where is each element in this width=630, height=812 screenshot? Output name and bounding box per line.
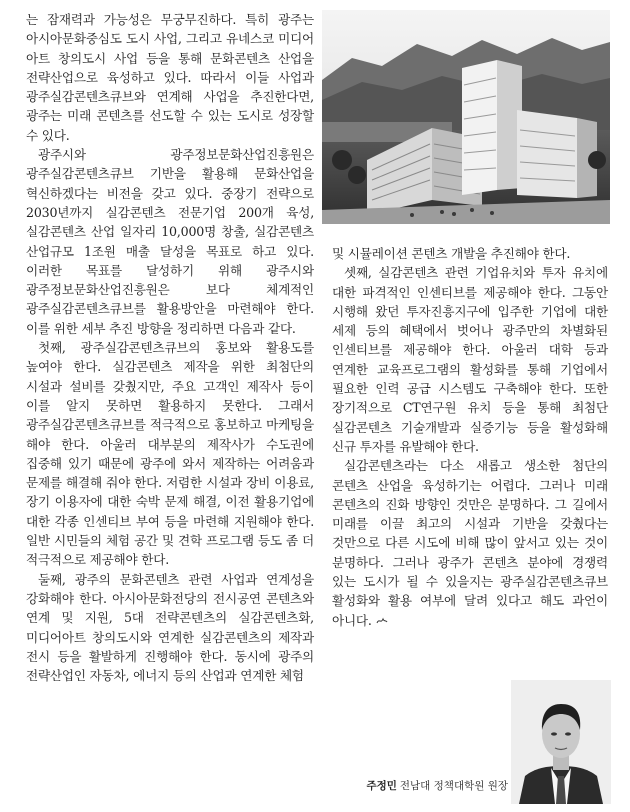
paragraph: 광주시와 광주정보문화산업진흥원은 광주실감콘텐츠큐브 기반을 활용해 문화산업을 혁신하겠다는 비전을 갖고 있다. 중장기 전략으로 2030년까지 실감콘텐츠 전문기업 200개 육성, 실감콘텐츠 산업 일자리 10,000명 창출, 실감콘텐츠 산업규모 1조원 매출 달성을 목표로 하고 있다. 이러한 목표를 달성하기 위해 광주시와 광주정보문화산업진흥원은 보다 체계적인 광주실감콘텐츠큐브를 활용방안을 마련해야 한다. 이를 위한 세부 추진 방향을 정리하면 다음과 같다.	[26, 147, 314, 336]
portrait-illustration	[511, 680, 611, 804]
author-title: 전남대 정책대학원 원장	[399, 780, 508, 792]
paragraph: 및 시뮬레이션 콘텐츠 개발을 추진해야 한다.	[332, 246, 571, 261]
building-photo	[322, 10, 610, 224]
author-portrait	[511, 680, 611, 804]
paragraph: 첫째, 광주실감콘텐츠큐브의 홍보와 활용도를 높여야 한다. 실감콘텐츠 제작을 위한 최첨단의 시설과 설비를 갖췄지만, 주요 고객인 제작사 등이 이를 알지 못하면 활용하지 못한다. 그래서 광주실감콘텐츠큐브를 적극적으로 홍보하고 마케팅을 해야 한다. 아울러 대부분의 제작사가 수도권에 집중해 있기 때문에 광주에 와서 제작하는 어려움과 문제를 해결해 줘야 한다. 저렴한 시설과 장비 이용료, 장기 이용자에 대한 숙박 문제 해결, 이전 활용기업에 대한 각종 인센티브 부여 등을 마련해 지원해야 한다. 일반 시민들의 체험 공간 및 견학 프로그램 등도 좀 더 적극적으로 제공해야 한다.	[26, 340, 314, 568]
paragraph: 셋째, 실감콘텐츠 관련 기업유치와 투자 유치에 대한 파격적인 인센티브를 제공해야 한다. 그동안 시행해 왔던 투자진흥지구에 입주한 기업에 대한 세제 등의 혜택에서 벗어나 광주만의 차별화된 인센티브를 제공해야 한다. 아울러 대학 등과 연계한 교육프로그램의 활성화를 통해 기업에서 필요한 인력 공급 시스템도 구축해야 한다. 또한 장기적으로 CT연구원 유치 등을 통해 최첨단 실감콘텐츠 기술개발과 실증기능 등을 활성화해 신규 투자를 유발해야 한다.	[332, 265, 608, 454]
building-illustration	[322, 10, 610, 224]
left-column	[26, 10, 314, 685]
end-mark-icon	[376, 617, 388, 625]
right-column	[332, 244, 608, 630]
paragraph-text: 실감콘텐츠라는 다소 새롭고 생소한 첨단의 콘텐츠 산업을 육성하기는 어렵다. 그러나 미래 콘텐츠의 진화 방향인 것만은 분명하다. 그 길에서 미래를 이끌 최고의 시설과 기반을 갖췄다는 것만으로 다른 시도에 비해 많이 앞서고 있는 것이 분명하다. 그러나 광주가 콘텐츠 분야에 경쟁력 있는 도시가 될 수 있을지는 광주실감콘텐츠큐브 활성화와 활용 여부에 달려 있다고 해도 과언이 아니다.	[332, 458, 608, 628]
author-name: 주정민	[366, 780, 397, 792]
paragraph: 는 잠재력과 가능성은 무궁무진하다. 특히 광주는 아시아문화중심도 도시 사업, 그리고 유네스코 미디어 아트 창의도시 사업 등을 통해 문화콘텐츠 산업을 전략산업으로 육성하고 있다. 따라서 이들 사업과 광주실감콘텐츠큐브와 연계해 사업을 추진한다면, 광주는 미래 콘텐츠를 선도할 수 있는 도시로 성장할 수 있다.	[26, 12, 314, 143]
byline	[356, 778, 508, 793]
paragraph: 둘째, 광주의 문화콘텐츠 관련 사업과 연계성을 강화해야 한다. 아시아문화전당의 전시공연 콘텐츠와 연계 및 지원, 5대 전략콘텐츠의 실감콘텐츠화, 미디어아트 창의도시와 연계한 실감콘텐츠의 제작과 전시 등을 활발하게 진행해야 한다. 동시에 광주의 전략산업인 자동차, 에너지 등의 산업과 연계한 체험	[26, 571, 314, 684]
paragraph	[332, 456, 608, 630]
